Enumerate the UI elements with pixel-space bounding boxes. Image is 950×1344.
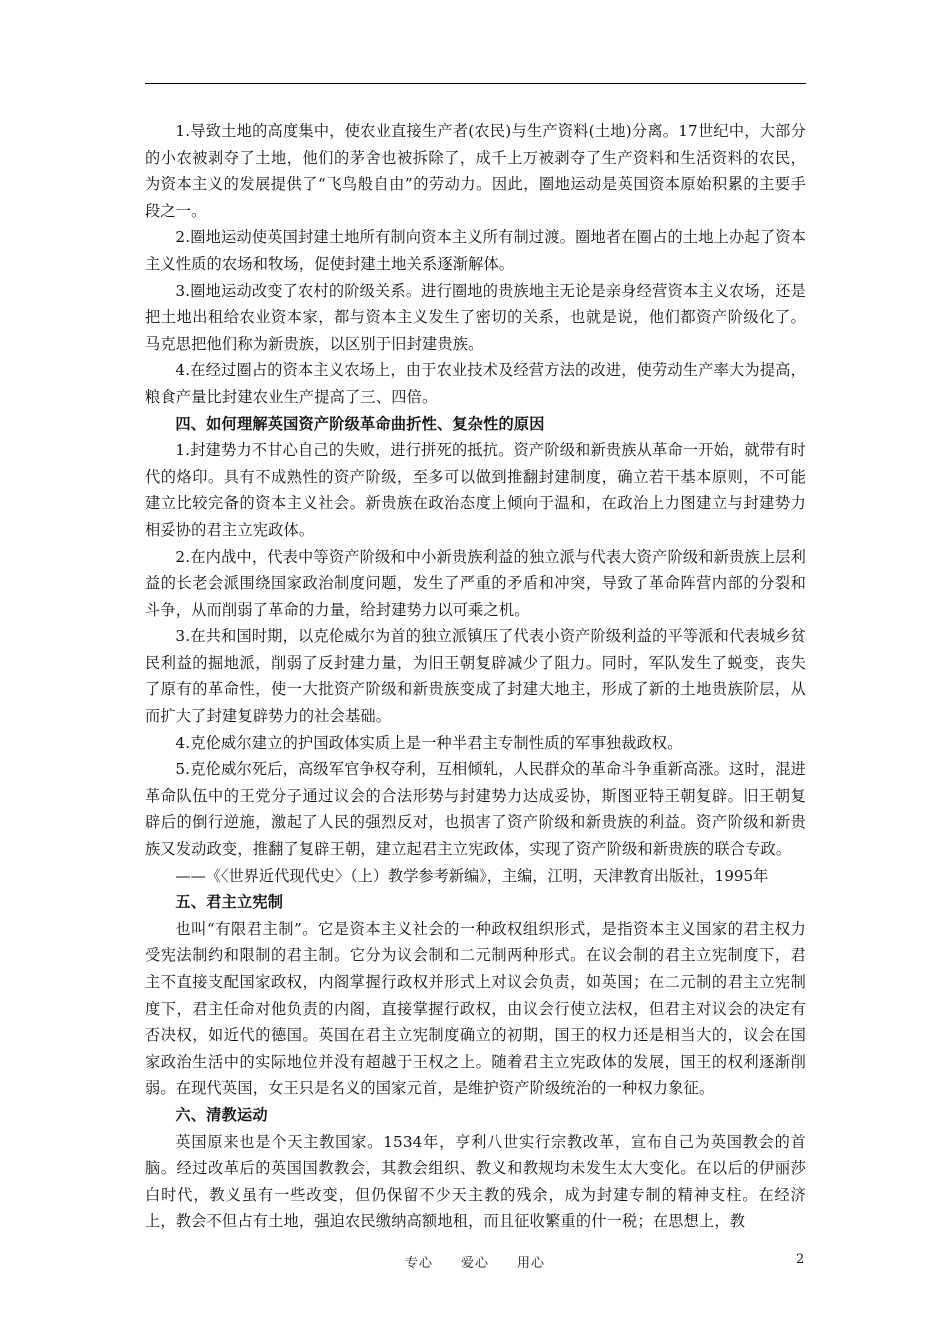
paragraph-constitutional-monarchy: 也叫“有限君主制”。它是资本主义社会的一种政权组织形式，是指资本主义国家的君主权力受宪法制约和限制的君主制。它分为议会制和二元制两种形式。在议会制的君主立宪制度下，君主不直接支配国家政权，内阁掌握行政权并形式上对议会负责，如英国；在二元制的君主立宪制度下，君主任命对他负责的内阁，直接掌握行政权，由议会行使立法权，但君主对议会的决定有否决权，如近代的德国。英国在君主立宪制度确立的初期，国王的权力还是相当大的，议会在国家政治生活中的实际地位并没有超越于王权之上。随着君主立宪政体的发展，国王的权利逐渐削弱。在现代英国，女王只是名义的国家元首，是维护资产阶级统治的一种权力象征。 (145, 919, 806, 1098)
paragraph-revolution-cause-1: 1.封建势力不甘心自己的失败，进行拼死的抵抗。资产阶级和新贵族从革命一开始，就带有时代的烙印。具有不成熟性的资产阶级，至多可以做到推翻封建制度，确立若干基本原则，不可能建立比较完备的资本主义社会。新贵族在政治态度上倾向于温和，在政治上力图建立与封建势力相妥协的君主立宪政体。 (145, 441, 806, 539)
section-heading-puritan-movement: 六、清教运动 (175, 1105, 268, 1124)
document-body (145, 118, 806, 1235)
page-number: 2 (796, 1252, 805, 1267)
paragraph-enclosure-effect-2: 2.圈地运动使英国封建土地所有制向资本主义所有制过渡。圈地者在圈占的土地上办起了资本主义性质的农场和牧场，促使封建土地关系逐渐解体。 (145, 228, 806, 273)
section-heading-revolution-causes: 四、如何理解英国资产阶级革命曲折性、复杂性的原因 (175, 414, 545, 433)
paragraph-enclosure-effect-3: 3.圈地运动改变了农村的阶级关系。进行圈地的贵族地主无论是亲身经营资本主义农场，还是把土地出租给农业资本家，都与资本主义发生了密切的关系，也就是说，他们都资产阶级化了。马克思把他们称为新贵族，以区别于旧封建贵族。 (145, 281, 806, 353)
paragraph-revolution-cause-3: 3.在共和国时期，以克伦威尔为首的独立派镇压了代表小资产阶级利益的平等派和代表城乡贫民利益的掘地派，削弱了反封建力量，为旧王朝复辟减少了阻力。同时，军队发生了蜕变，丧失了原有的革命性，使一大批资产阶级和新贵族变成了封建大地主，形成了新的土地贵族阶层，从而扩大了封建复辟势力的社会基础。 (145, 627, 806, 726)
source-citation: ——《〈世界近代现代史〉（上）教学参考新编》，主编，江明，天津教育出版社，1995年 (175, 866, 769, 885)
paragraph-enclosure-effect-1: 1.导致土地的高度集中，使农业直接生产者(农民)与生产资料(土地)分离。17世纪中，大部分的小农被剥夺了土地，他们的茅舍也被拆除了，成千上万被剥夺了生产资料和生活资料的农民，为资本主义的发展提供了“飞鸟般自由”的劳动力。因此，圈地运动是英国资本原始积累的主要手段之一。 (145, 122, 806, 220)
footer-motto: 专心 爱心 用心 (404, 1256, 545, 1271)
paragraph-enclosure-effect-4: 4.在经过圈占的资本主义农场上，由于农业技术及经营方法的改进，使劳动生产率大为提高，粮食产量比封建农业生产提高了三、四倍。 (145, 361, 806, 406)
paragraph-puritan-movement: 英国原来也是个天主教国家。1534年，亨利八世实行宗教改革，宣布自己为英国教会的首脑。经过改革后的英国国教教会，其教会组织、教义和教规均未发生太大变化。在以后的伊丽莎白时代，教义虽有一些改变，但仍保留不少天主教的残余，成为封建专制的精神支柱。在经济上，教会不但占有土地，强迫农民缴纳高额地租，而且征收繁重的什一税；在思想上，教 (145, 1132, 806, 1231)
paragraph-revolution-cause-4: 4.克伦威尔建立的护国政体实质上是一种半君主专制性质的军事独裁政权。 (175, 733, 683, 752)
header-rule (145, 83, 806, 84)
paragraph-revolution-cause-5: 5.克伦威尔死后，高级军官争权夺利，互相倾轧，人民群众的革命斗争重新高涨。这时，混进革命队伍中的王党分子通过议会的合法形势与封建势力达成妥协，斯图亚特王朝复辟。旧王朝复辟后的倒行逆施，激起了人民的强烈反对，也损害了资产阶级和新贵族的利益。资产阶级和新贵族又发动政变，推翻了复辟王朝，建立起君主立宪政体，实现了资产阶级和新贵族的联合专政。 (145, 760, 806, 859)
section-heading-constitutional-monarchy: 五、君主立宪制 (175, 893, 284, 912)
paragraph-revolution-cause-2: 2.在内战中，代表中等资产阶级和中小新贵族利益的独立派与代表大资产阶级和新贵族上层利益的长老会派围绕国家政治制度问题，发生了严重的矛盾和冲突，导致了革命阵营内部的分裂和斗争，从而削弱了革命的力量，给封建势力以可乘之机。 (145, 547, 806, 619)
